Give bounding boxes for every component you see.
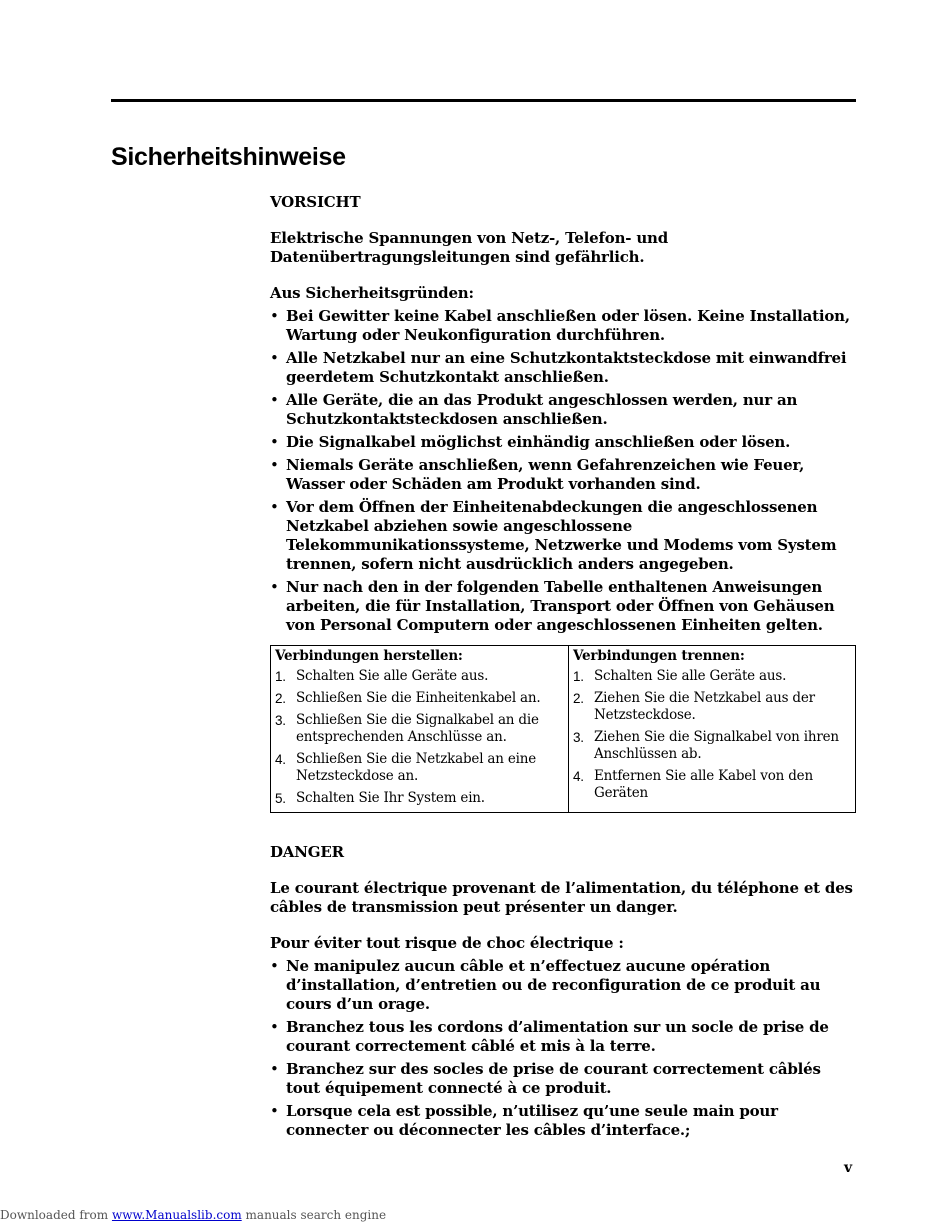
connect-step (275, 712, 564, 746)
footer-prefix: Downloaded from (0, 1208, 109, 1222)
disconnect-column (569, 646, 856, 813)
step-text: Schließen Sie die Signalkabel an die entsprechenden Anschlüsse an. (296, 712, 539, 745)
disconnect-step (573, 768, 851, 802)
step-text: Schalten Sie alle Geräte aus. (296, 668, 489, 684)
list-item: • Alle Geräte, die an das Produkt angeschlossen werden, nur an Schutzkontaktsteckdosen anschließen. (270, 391, 856, 429)
caution-label: VORSICHT (270, 193, 361, 211)
page-number: v (844, 1160, 853, 1176)
connect-column (271, 646, 569, 813)
list-item: • Branchez tous les cordons d’alimentation sur un socle de prise de courant correctement câblé et mis à la terre. (270, 1018, 856, 1056)
connect-step (275, 790, 564, 807)
list-item: • Branchez sur des socles de prise de courant correctement câblés tout équipement connecté à ce produit. (270, 1060, 856, 1098)
danger-intro: Pour éviter tout risque de choc électrique : (270, 934, 624, 952)
disconnect-header: Verbindungen trennen: (573, 648, 745, 664)
step-number: 4. (573, 769, 584, 784)
german-section (270, 193, 856, 813)
list-item: • Vor dem Öffnen der Einheitenabdeckungen die angeschlossenen Netzkabel abziehen sowie angeschlossene Telekommunikationssysteme, Netzwerke und Modems vom System trennen, sofern nicht ausdrücklich anders angegeben. (270, 498, 856, 574)
caution-lead: Elektrische Spannungen von Netz-, Telefon- und Datenübertragungsleitungen sind gefährlich. (270, 229, 669, 266)
step-text: Ziehen Sie die Netzkabel aus der Netzsteckdose. (594, 690, 815, 723)
footer-suffix: manuals search engine (245, 1208, 387, 1222)
list-item: • Lorsque cela est possible, n’utilisez qu’une seule main pour connecter ou déconnecter les câbles d’interface.; (270, 1102, 856, 1140)
step-number: 3. (275, 713, 286, 728)
list-item: • Bei Gewitter keine Kabel anschließen oder lösen. Keine Installation, Wartung oder Neukonfiguration durchführen. (270, 307, 856, 345)
caution-intro: Aus Sicherheitsgründen: (270, 284, 474, 302)
step-number: 2. (275, 691, 286, 706)
french-section (270, 843, 856, 1140)
list-item: • Die Signalkabel möglichst einhändig anschließen oder lösen. (270, 433, 856, 452)
connect-step (275, 668, 564, 685)
step-text: Schließen Sie die Einheitenkabel an. (296, 690, 541, 706)
list-item: • Niemals Geräte anschließen, wenn Gefahrenzeichen wie Feuer, Wasser oder Schäden am Produkt vorhanden sind. (270, 456, 856, 494)
content (270, 193, 856, 1144)
connect-header: Verbindungen herstellen: (275, 648, 463, 664)
step-text: Schließen Sie die Netzkabel an eine Netzsteckdose an. (296, 751, 537, 784)
step-number: 3. (573, 730, 584, 745)
page-title: Sicherheitshinweise (111, 143, 346, 171)
step-number: 1. (275, 669, 286, 684)
step-number: 2. (573, 691, 584, 706)
danger-bullet-list (270, 957, 856, 1140)
top-rule (111, 99, 856, 102)
connect-step-list (275, 668, 564, 807)
list-item: • Alle Netzkabel nur an eine Schutzkontaktsteckdose mit einwandfrei geerdetem Schutzkontakt anschließen. (270, 349, 856, 387)
connect-step (275, 690, 564, 707)
step-text: Schalten Sie alle Geräte aus. (594, 668, 787, 684)
download-footer (0, 1208, 386, 1222)
disconnect-step (573, 690, 851, 724)
step-number: 5. (275, 791, 286, 806)
danger-lead: Le courant électrique provenant de l’alimentation, du téléphone et des câbles de transmission peut présenter un danger. (270, 879, 853, 916)
step-text: Schalten Sie Ihr System ein. (296, 790, 485, 806)
list-item: • Ne manipulez aucun câble et n’effectuez aucune opération d’installation, d’entretien ou de reconfiguration de ce produit au cours d’un orage. (270, 957, 856, 1014)
step-text: Entfernen Sie alle Kabel von den Geräten (594, 768, 813, 801)
danger-label: DANGER (270, 843, 344, 861)
list-item: • Nur nach den in der folgenden Tabelle enthaltenen Anweisungen arbeiten, die für Installation, Transport oder Öffnen von Gehäusen von Personal Computern oder angeschlossenen Einheiten gelten. (270, 578, 856, 635)
step-number: 1. (573, 669, 584, 684)
manualslib-link[interactable]: www.Manualslib.com (111, 1208, 242, 1222)
connection-steps-table (270, 645, 856, 813)
step-text: Ziehen Sie die Signalkabel von ihren Anschlüssen ab. (594, 729, 839, 762)
disconnect-step (573, 668, 851, 685)
step-number: 4. (275, 752, 286, 767)
connect-step (275, 751, 564, 785)
disconnect-step-list (573, 668, 851, 802)
caution-bullet-list (270, 307, 856, 635)
disconnect-step (573, 729, 851, 763)
